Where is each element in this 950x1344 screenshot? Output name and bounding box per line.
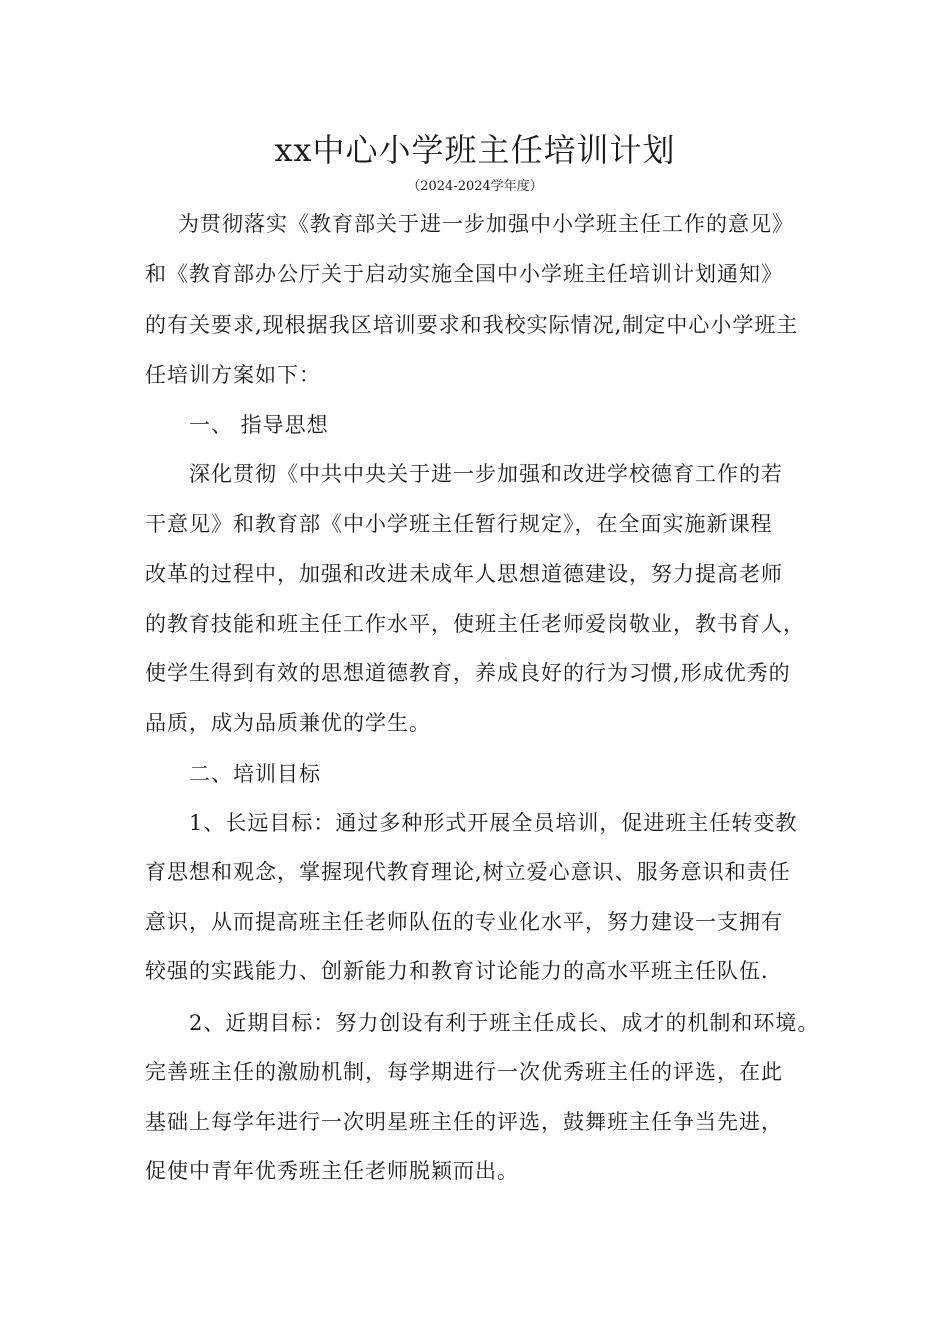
paragraph-line: 基础上每学年进行一次明星班主任的评选，鼓舞班主任争当先进， xyxy=(145,1110,783,1134)
paragraph-line: 的教育技能和班主任工作水平，使班主任老师爱岗敬业，教书育人， xyxy=(145,612,805,636)
paragraph-line: 完善班主任的激励机制，每学期进行一次优秀班主任的评选，在此 xyxy=(145,1060,783,1084)
document-subtitle: （2024-2024学年度） xyxy=(407,179,543,194)
document-title: xx中心小学班主任培训计划 xyxy=(274,131,676,169)
paragraph-line: 为贯彻落实《教育部关于进一步加强中小学班主任工作的意见》 xyxy=(178,212,794,236)
paragraph-line: 改革的过程中，加强和改进未成年人思想道德建设，努力提高老师 xyxy=(145,562,783,586)
paragraph-line: 育思想和观念，掌握现代教育理论,树立爱心意识、服务意识和责任 xyxy=(145,860,791,884)
section-heading: 一、 指导思想 xyxy=(189,413,329,437)
paragraph-line: 任培训方案如下： xyxy=(145,363,321,387)
paragraph-line: 2、近期目标：努力创设有利于班主任成长、成才的机制和环境。 xyxy=(189,1011,820,1035)
paragraph-line: 1、长远目标：通过多种形式开展全员培训，促进班主任转变教 xyxy=(189,811,798,835)
paragraph-line: 和《教育部办公厅关于启动实施全国中小学班主任培训计划通知》 xyxy=(145,262,783,286)
section-heading: 二、培训目标 xyxy=(189,762,321,786)
paragraph-line: 使学生得到有效的思想道德教育，养成良好的行为习惯,形成优秀的 xyxy=(145,661,791,685)
paragraph-line: 品质，成为品质兼优的学生。 xyxy=(145,711,431,735)
paragraph-line: 深化贯彻《中共中央关于进一步加强和改进学校德育工作的若 xyxy=(189,462,783,486)
paragraph-line: 促使中青年优秀班主任老师脱颖而出。 xyxy=(145,1159,519,1183)
paragraph-line: 干意见》和教育部《中小学班主任暂行规定》，在全面实施新课程 xyxy=(145,512,773,536)
paragraph-line: 的有关要求,现根据我区培训要求和我校实际情况,制定中心小学班主 xyxy=(145,313,799,337)
paragraph-line: 意识，从而提高班主任老师队伍的专业化水平，努力建设一支拥有 xyxy=(145,910,783,934)
paragraph-line: 较强的实践能力、创新能力和教育讨论能力的高水平班主任队伍. xyxy=(145,959,769,983)
